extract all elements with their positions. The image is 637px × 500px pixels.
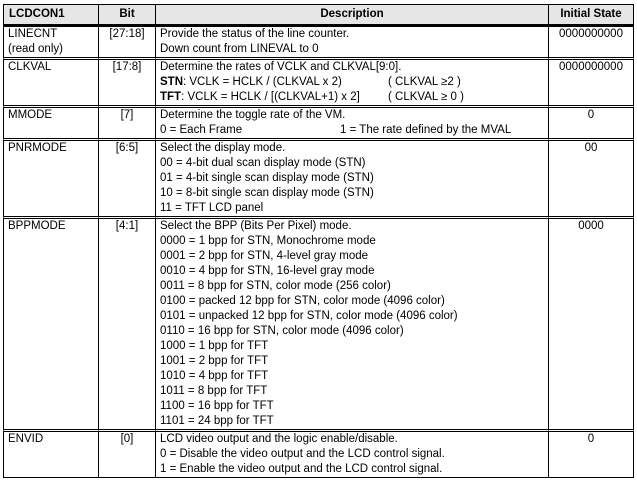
- description-line: 0110 = 16 bpp for STN, color mode (4096 color): [160, 325, 404, 337]
- tft-formula-line: [160, 90, 544, 105]
- stn-label: STN: [160, 76, 183, 88]
- field-name: MMODE: [3, 105, 98, 138]
- description-line: 1 = Enable the video output and the LCD control signal.: [160, 463, 443, 475]
- field-description: [155, 57, 548, 105]
- tft-formula: : VCLK = HCLK / [(CLKVAL+1) x 2]: [181, 91, 360, 103]
- description-line: Select the display mode.: [160, 142, 286, 154]
- header-bit: Bit: [98, 4, 155, 26]
- register-table: [3, 4, 634, 478]
- tft-condition: ( CLKVAL ≥ 0 ): [388, 91, 464, 103]
- field-bit-range: [6:5]: [98, 138, 155, 216]
- description-line: 1101 = 24 bpp for TFT: [160, 415, 274, 427]
- field-initial-state: 0: [548, 105, 634, 138]
- field-bit-range: [7]: [98, 105, 155, 138]
- description-line: 01 = 4-bit single scan display mode (STN): [160, 172, 374, 184]
- tft-label: TFT: [160, 91, 182, 103]
- description-line: 1100 = 16 bpp for TFT: [160, 400, 274, 412]
- description-line: 0000 = 1 bpp for STN, Monochrome mode: [160, 235, 376, 247]
- description-line: Determine the toggle rate of the VM.: [160, 109, 346, 121]
- field-description: [155, 105, 548, 138]
- header-row: [3, 4, 634, 26]
- field-initial-state: 00: [548, 138, 634, 216]
- description-line: 0001 = 2 bpp for STN, 4-level gray mode: [160, 250, 369, 262]
- stn-formula-line: [160, 75, 544, 90]
- description-line: 0100 = packed 12 bpp for STN, color mode (4096 color): [160, 295, 445, 307]
- field-name: LINECNT: [8, 28, 58, 40]
- field-bit-range: [0]: [98, 429, 155, 478]
- field-description: [155, 26, 548, 57]
- field-access-note: (read only): [8, 43, 63, 55]
- field-name: BPPMODE: [3, 216, 98, 429]
- description-line: 1010 = 4 bpp for TFT: [160, 370, 269, 382]
- field-bit-range: [27:18]: [98, 26, 155, 57]
- field-description: [155, 138, 548, 216]
- description-line: 0 = Disable the video output and the LCD control signal.: [160, 448, 445, 460]
- field-bit-range: [17:8]: [98, 57, 155, 105]
- field-bit-range: [4:1]: [98, 216, 155, 429]
- description-line: 0010 = 4 bpp for STN, 16-level gray mode: [160, 265, 375, 277]
- field-description: [155, 216, 548, 429]
- description-line: 0011 = 8 bpp for STN, color mode (256 color): [160, 280, 391, 292]
- table-row-linecnt: [3, 26, 634, 57]
- description-line: LCD video output and the logic enable/disable.: [160, 433, 398, 445]
- field-name: ENVID: [3, 429, 98, 478]
- field-name: PNRMODE: [3, 138, 98, 216]
- field-initial-state: 0000000000: [548, 57, 634, 105]
- header-register-name: LCDCON1: [3, 4, 98, 26]
- field-initial-state: 0000000000: [548, 26, 634, 57]
- field-description: [155, 429, 548, 478]
- field-name-cell: [3, 26, 98, 57]
- field-name: CLKVAL: [3, 57, 98, 105]
- field-initial-state: 0000: [548, 216, 634, 429]
- description-line: Down count from LINEVAL to 0: [160, 43, 319, 55]
- description-line: 00 = 4-bit dual scan display mode (STN): [160, 157, 366, 169]
- mmode-option-1: 1 = The rate defined by the MVAL: [340, 124, 512, 136]
- header-description: Description: [155, 4, 548, 26]
- table-row-mmode: [3, 105, 634, 138]
- table-row-bppmode: [3, 216, 634, 429]
- description-line: Provide the status of the line counter.: [160, 28, 350, 40]
- stn-condition: ( CLKVAL ≥2 ): [388, 76, 461, 88]
- description-line: 1011 = 8 bpp for TFT: [160, 385, 268, 397]
- mmode-options-line: [160, 123, 544, 138]
- description-line: Select the BPP (Bits Per Pixel) mode.: [160, 220, 352, 232]
- table-row-envid: [3, 429, 634, 478]
- description-line: 11 = TFT LCD panel: [160, 202, 264, 214]
- mmode-option-0: 0 = Each Frame: [160, 124, 243, 136]
- table-row-clkval: [3, 57, 634, 105]
- description-line: 1000 = 1 bpp for TFT: [160, 340, 269, 352]
- field-initial-state: 0: [548, 429, 634, 478]
- description-line: 1001 = 2 bpp for TFT: [160, 355, 269, 367]
- stn-formula: : VCLK = HCLK / (CLKVAL x 2): [183, 76, 342, 88]
- description-line: 10 = 8-bit single scan display mode (STN): [160, 187, 374, 199]
- description-line: Determine the rates of VCLK and CLKVAL[9:0].: [160, 61, 402, 73]
- header-initial-state: Initial State: [548, 4, 634, 26]
- description-line: 0101 = unpacked 12 bpp for STN, color mode (4096 color): [160, 310, 458, 322]
- table-row-pnrmode: [3, 138, 634, 216]
